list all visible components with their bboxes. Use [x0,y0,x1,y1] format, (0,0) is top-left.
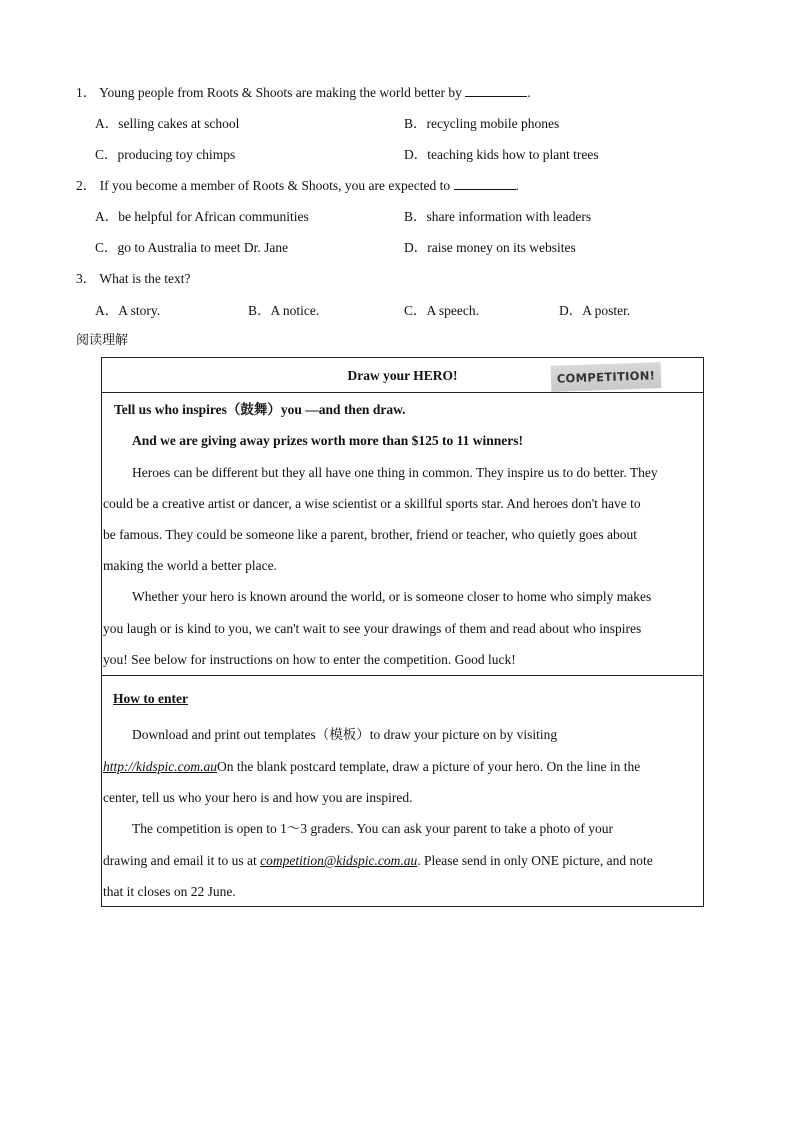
question-stem: If you become a member of Roots & Shoots, you are expected to [99,178,451,193]
para2-line1: Whether your hero is known around the world, or is someone closer to home who simply makes [132,589,652,604]
option-3d: D．A poster. [559,303,631,318]
option-1a: A．selling cakes at school [95,116,240,131]
para1-line1: Heroes can be different but they all have one thing in common. They inspire us to do better. They [132,465,658,480]
para2-line2: you laugh or is kind to you, we can't wait to see your drawings of them and read about who inspires [103,621,642,636]
question-number: 3． [76,271,97,286]
option-1d: D．teaching kids how to plant trees [404,147,599,162]
option-2a: A．be helpful for African communities [95,209,309,224]
para3-line3: center, tell us who your hero is and how you are inspired. [103,790,413,805]
option-3b: B．A notice. [248,303,320,318]
poster-title: Draw your HERO! [347,368,458,383]
answer-blank [465,84,527,97]
option-2c: C．go to Australia to meet Dr. Jane [95,240,289,255]
question-stem: Young people from Roots & Shoots are making the world better by [99,85,462,100]
para4-line1: The competition is open to 1～3 graders. You can ask your parent to take a photo of your [132,821,614,836]
para4-line3: that it closes on 22 June. [103,884,236,899]
option-3a: A．A story. [95,303,161,318]
how-to-enter-heading: How to enter [113,691,188,706]
option-1b: B．recycling mobile phones [404,116,560,131]
poster-tagline: Tell us who inspires（鼓舞）you —and then draw. [114,402,406,417]
question-3 [76,270,190,288]
option-2b: B．share information with leaders [404,209,592,224]
question-2: 2． If you become a member of Roots & Shoots, you are expected to . [76,178,519,193]
para1-line3: be famous. They could be someone like a parent, brother, friend or teacher, who quietly goes about [103,527,637,542]
divider [102,392,703,393]
question-stem: What is the text? [99,271,191,286]
para1-line4: making the world a better place. [103,558,277,573]
para3-line2: http://kidspic.com.auOn the blank postcard template, draw a picture of your hero. On the line in the [103,759,641,774]
kidspic-url-link[interactable]: http://kidspic.com.au [103,759,217,774]
prize-line: And we are giving away prizes worth more than $125 to 11 winners! [132,433,523,448]
competition-badge: COMPETITION! [551,362,662,392]
poster-box [101,357,704,907]
option-3c: C．A speech. [404,303,479,318]
para1-line2: could be a creative artist or dancer, a wise scientist or a skillful sports star. And heroes don't have to [103,496,641,511]
para4-line2: drawing and email it to us at competition@kidspic.com.au. Please send in only ONE picture, and note [103,853,653,868]
option-2d: D．raise money on its websites [404,240,576,255]
para2-line3: you! See below for instructions on how to enter the competition. Good luck! [103,652,516,667]
section-label: 阅读理解 [76,333,129,348]
email-link[interactable]: competition@kidspic.com.au [260,853,418,868]
question-number: 2． [76,178,97,193]
option-1c: C．producing toy chimps [95,147,236,162]
divider [102,675,703,676]
answer-blank [454,177,516,190]
question-number: 1． [76,85,97,100]
para3-line1: Download and print out templates（模板）to draw your picture on by visiting [132,727,558,742]
question-1: 1． Young people from Roots & Shoots are making the world better by . [76,85,531,100]
